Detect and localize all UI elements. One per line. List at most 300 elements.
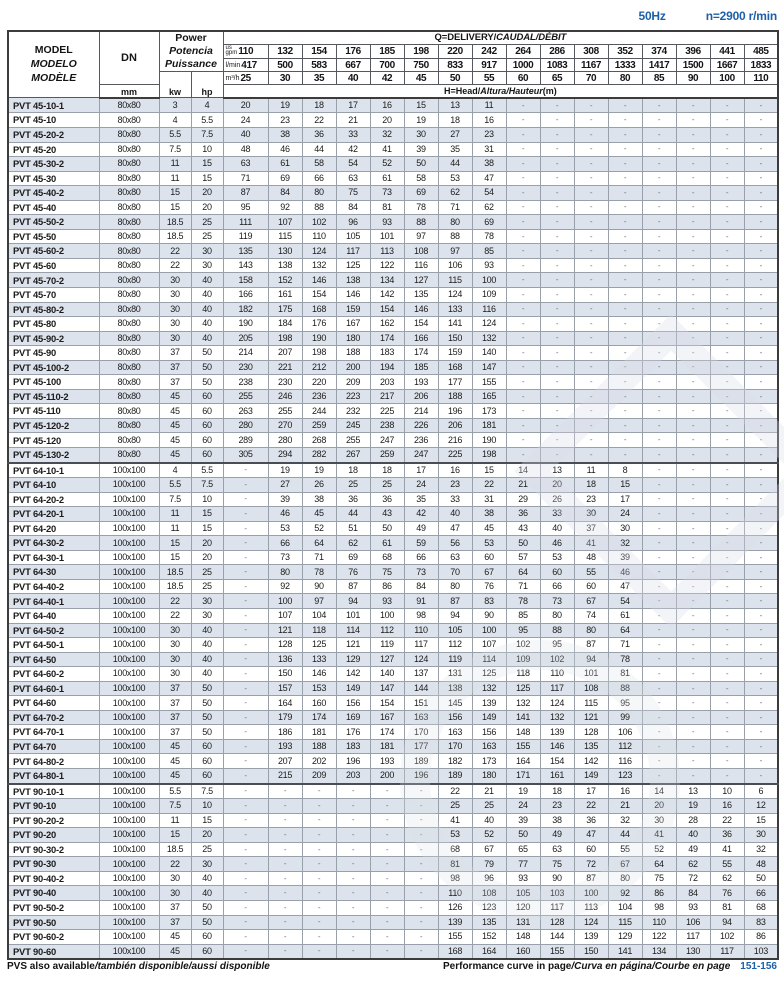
- head-value-cell: 47: [438, 521, 472, 536]
- head-value-cell: -: [608, 113, 642, 128]
- head-value-cell: -: [268, 930, 302, 945]
- dn-cell: 100x100: [99, 594, 159, 609]
- head-value-cell: -: [506, 244, 540, 259]
- head-value-cell: 54: [608, 594, 642, 609]
- head-value-cell: -: [608, 331, 642, 346]
- head-value-cell: -: [710, 258, 744, 273]
- dn-cell: 80x80: [99, 404, 159, 419]
- head-value-cell: 17: [336, 98, 370, 113]
- head-value-cell: 36: [574, 813, 608, 828]
- head-value-cell: 128: [574, 725, 608, 740]
- hp-cell: 50: [191, 360, 223, 375]
- model-header-en: MODEL: [34, 44, 73, 57]
- table-header: [8, 31, 778, 98]
- head-value-cell: 132: [472, 331, 506, 346]
- head-value-cell: -: [336, 944, 370, 959]
- head-value-cell: 15: [404, 98, 438, 113]
- head-value-cell: 206: [404, 389, 438, 404]
- head-value-cell: 134: [370, 273, 404, 288]
- head-value-cell: 121: [268, 623, 302, 638]
- head-value-cell: 146: [336, 287, 370, 302]
- head-value-cell: 64: [506, 565, 540, 580]
- frequency-label: 50Hz: [638, 9, 666, 23]
- head-value-cell: -: [710, 229, 744, 244]
- table-row: [8, 346, 778, 361]
- head-value-cell: 115: [608, 915, 642, 930]
- head-value-cell: 236: [302, 389, 336, 404]
- head-value-cell: -: [608, 215, 642, 230]
- table-row: [8, 200, 778, 215]
- head-value-cell: 95: [540, 638, 574, 653]
- table-row: [8, 331, 778, 346]
- head-value-cell: 193: [404, 375, 438, 390]
- head-value-cell: -: [744, 331, 778, 346]
- table-row: [8, 463, 778, 478]
- head-value-cell: -: [540, 404, 574, 419]
- m3h-unit-cell: [223, 72, 268, 85]
- hp-cell: 30: [191, 258, 223, 273]
- head-value-cell: -: [404, 944, 438, 959]
- head-value-cell: -: [642, 579, 676, 594]
- head-value-cell: 305: [223, 448, 268, 463]
- head-value-cell: 44: [336, 507, 370, 522]
- head-value-cell: 71: [223, 171, 268, 186]
- head-value-cell: -: [642, 696, 676, 711]
- head-value-cell: 97: [302, 594, 336, 609]
- model-cell: PVT 90-10-1: [8, 784, 99, 799]
- dn-cell: 100x100: [99, 638, 159, 653]
- head-value-cell: -: [642, 463, 676, 478]
- head-value-cell: -: [642, 536, 676, 551]
- head-value-cell: -: [268, 828, 302, 843]
- head-value-cell: 77: [506, 857, 540, 872]
- head-value-cell: -: [676, 98, 710, 113]
- head-value-cell: 23: [472, 127, 506, 142]
- head-value-cell: 149: [336, 681, 370, 696]
- head-value-cell: -: [506, 258, 540, 273]
- kw-cell: 15: [159, 186, 191, 201]
- head-value-cell: 263: [223, 404, 268, 419]
- usgpm-value: 220: [438, 44, 472, 58]
- head-value-cell: 41: [574, 536, 608, 551]
- head-value-cell: -: [506, 229, 540, 244]
- head-value-cell: 196: [438, 404, 472, 419]
- head-value-cell: 131: [438, 667, 472, 682]
- head-value-cell: -: [540, 375, 574, 390]
- head-value-cell: 94: [438, 609, 472, 624]
- head-value-cell: 132: [302, 258, 336, 273]
- head-value-cell: 36: [370, 492, 404, 507]
- head-value-cell: 93: [370, 594, 404, 609]
- head-value-cell: 236: [404, 433, 438, 448]
- head-value-cell: 104: [302, 609, 336, 624]
- head-value-cell: 84: [336, 200, 370, 215]
- head-value-cell: 47: [472, 171, 506, 186]
- head-value-cell: 124: [574, 915, 608, 930]
- head-value-cell: -: [642, 433, 676, 448]
- head-value-cell: -: [642, 594, 676, 609]
- power-header-es: Potencia: [169, 45, 213, 58]
- kw-cell: 37: [159, 696, 191, 711]
- hp-cell: 60: [191, 433, 223, 448]
- kw-cell: 18.5: [159, 565, 191, 580]
- head-value-cell: 140: [370, 667, 404, 682]
- head-value-cell: 129: [608, 930, 642, 945]
- head-value-cell: -: [336, 915, 370, 930]
- dn-cell: 100x100: [99, 667, 159, 682]
- head-value-cell: 72: [676, 871, 710, 886]
- head-value-cell: -: [676, 638, 710, 653]
- head-value-cell: -: [710, 98, 744, 113]
- m3h-value: 100: [710, 72, 744, 85]
- head-value-cell: -: [223, 623, 268, 638]
- head-value-cell: 164: [506, 754, 540, 769]
- head-label-en: H=Head/: [443, 86, 481, 97]
- hp-cell: 60: [191, 930, 223, 945]
- head-value-cell: 96: [336, 215, 370, 230]
- curve-note-en: Performance curve in page: [442, 961, 572, 972]
- head-value-cell: 119: [438, 652, 472, 667]
- dn-cell: 100x100: [99, 579, 159, 594]
- head-value-cell: -: [642, 317, 676, 332]
- hp-cell: 60: [191, 739, 223, 754]
- kw-cell: 30: [159, 317, 191, 332]
- head-value-cell: -: [642, 652, 676, 667]
- head-value-cell: -: [710, 696, 744, 711]
- head-value-cell: 128: [540, 915, 574, 930]
- dn-cell: 100x100: [99, 857, 159, 872]
- head-value-cell: 173: [472, 404, 506, 419]
- head-value-cell: -: [404, 813, 438, 828]
- head-value-cell: 151: [404, 696, 438, 711]
- head-value-cell: -: [223, 579, 268, 594]
- head-value-cell: 62: [438, 186, 472, 201]
- head-value-cell: 40: [472, 813, 506, 828]
- head-value-cell: -: [744, 638, 778, 653]
- head-value-cell: -: [540, 433, 574, 448]
- table-row: [8, 857, 778, 872]
- head-value-cell: 119: [370, 638, 404, 653]
- head-value-cell: 79: [472, 857, 506, 872]
- head-value-cell: -: [302, 784, 336, 799]
- head-value-cell: -: [223, 609, 268, 624]
- head-value-cell: -: [744, 287, 778, 302]
- kw-cell: 30: [159, 886, 191, 901]
- head-value-cell: 23: [540, 799, 574, 814]
- model-cell: PVT 90-30-2: [8, 842, 99, 857]
- head-value-cell: -: [676, 536, 710, 551]
- head-value-cell: 81: [370, 200, 404, 215]
- head-value-cell: 74: [574, 609, 608, 624]
- head-value-cell: -: [336, 784, 370, 799]
- head-value-cell: -: [642, 346, 676, 361]
- m3h-value: 85: [642, 72, 676, 85]
- head-value-cell: -: [506, 418, 540, 433]
- head-value-cell: 93: [370, 215, 404, 230]
- head-value-cell: 86: [642, 886, 676, 901]
- head-value-cell: -: [676, 113, 710, 128]
- head-value-cell: -: [710, 667, 744, 682]
- head-value-cell: -: [223, 828, 268, 843]
- head-value-cell: -: [710, 157, 744, 172]
- lmin-value: 417: [241, 59, 257, 71]
- head-value-cell: 162: [370, 317, 404, 332]
- dn-cell: 100x100: [99, 915, 159, 930]
- head-value-cell: 188: [336, 346, 370, 361]
- head-value-cell: -: [608, 375, 642, 390]
- lmin-value: 750: [404, 59, 438, 72]
- head-value-cell: 60: [472, 550, 506, 565]
- dn-cell: 100x100: [99, 521, 159, 536]
- head-value-cell: -: [744, 258, 778, 273]
- hp-cell: 60: [191, 448, 223, 463]
- head-value-cell: 59: [404, 536, 438, 551]
- table-row: [8, 842, 778, 857]
- head-row-label: [223, 85, 778, 98]
- head-value-cell: 207: [268, 346, 302, 361]
- head-value-cell: -: [540, 346, 574, 361]
- head-value-cell: 22: [472, 478, 506, 493]
- head-value-cell: -: [336, 828, 370, 843]
- head-value-cell: 105: [438, 623, 472, 638]
- head-value-cell: 91: [404, 594, 438, 609]
- head-value-cell: 80: [438, 579, 472, 594]
- head-value-cell: 22: [438, 784, 472, 799]
- m3h-value: 110: [744, 72, 778, 85]
- head-value-cell: 170: [404, 725, 438, 740]
- head-value-cell: 141: [506, 710, 540, 725]
- kw-cell: 37: [159, 360, 191, 375]
- head-value-cell: -: [223, 507, 268, 522]
- head-value-cell: -: [302, 915, 336, 930]
- head-value-cell: -: [574, 98, 608, 113]
- head-value-cell: 73: [540, 594, 574, 609]
- head-value-cell: -: [540, 98, 574, 113]
- head-value-cell: 214: [404, 404, 438, 419]
- hp-cell: 60: [191, 754, 223, 769]
- kw-cell: 45: [159, 739, 191, 754]
- head-value-cell: 86: [744, 930, 778, 945]
- model-cell: PVT 64-80-1: [8, 769, 99, 784]
- head-value-cell: -: [608, 98, 642, 113]
- head-value-cell: -: [744, 244, 778, 259]
- head-value-cell: 166: [404, 331, 438, 346]
- model-cell: PVT 45-10-1: [8, 98, 99, 113]
- head-value-cell: -: [710, 404, 744, 419]
- head-value-cell: -: [710, 360, 744, 375]
- head-value-cell: 185: [404, 360, 438, 375]
- hp-cell: 4: [191, 98, 223, 113]
- dn-cell: 100x100: [99, 754, 159, 769]
- head-value-cell: -: [642, 507, 676, 522]
- head-value-cell: 33: [540, 507, 574, 522]
- dn-cell: 100x100: [99, 710, 159, 725]
- head-value-cell: 180: [336, 331, 370, 346]
- head-value-cell: 19: [404, 113, 438, 128]
- kw-cell: 7.5: [159, 142, 191, 157]
- head-value-cell: -: [710, 565, 744, 580]
- head-value-cell: 27: [438, 127, 472, 142]
- kw-cell: 37: [159, 346, 191, 361]
- curve-note-esfr: /Curva en página/Courbe en page: [571, 961, 731, 972]
- head-value-cell: 245: [336, 418, 370, 433]
- m3h-value: 90: [676, 72, 710, 85]
- table-row: [8, 244, 778, 259]
- head-value-cell: -: [744, 594, 778, 609]
- dn-cell: 80x80: [99, 317, 159, 332]
- hp-cell: 50: [191, 725, 223, 740]
- table-row: [8, 681, 778, 696]
- speed-label: n=2900 r/min: [705, 9, 777, 23]
- head-value-cell: 84: [404, 579, 438, 594]
- head-value-cell: 111: [223, 215, 268, 230]
- head-value-cell: -: [642, 609, 676, 624]
- head-value-cell: -: [574, 157, 608, 172]
- head-value-cell: 116: [472, 302, 506, 317]
- head-value-cell: 48: [223, 142, 268, 157]
- head-value-cell: -: [574, 273, 608, 288]
- dn-column-header: DN: [99, 31, 159, 85]
- kw-cell: 45: [159, 754, 191, 769]
- head-value-cell: 19: [268, 98, 302, 113]
- table-row: [8, 375, 778, 390]
- head-value-cell: 60: [574, 579, 608, 594]
- model-cell: PVT 90-50-2: [8, 900, 99, 915]
- head-value-cell: 159: [336, 302, 370, 317]
- table-row: [8, 287, 778, 302]
- head-value-cell: -: [506, 186, 540, 201]
- head-value-cell: -: [223, 754, 268, 769]
- head-value-cell: -: [268, 915, 302, 930]
- kw-cell: 30: [159, 652, 191, 667]
- head-value-cell: -: [540, 215, 574, 230]
- hp-cell: 20: [191, 536, 223, 551]
- head-value-cell: 24: [223, 113, 268, 128]
- head-value-cell: -: [744, 418, 778, 433]
- head-value-cell: 64: [302, 536, 336, 551]
- head-value-cell: 93: [506, 871, 540, 886]
- head-value-cell: 171: [506, 769, 540, 784]
- head-value-cell: 206: [438, 418, 472, 433]
- head-value-cell: 32: [370, 127, 404, 142]
- head-value-cell: -: [302, 886, 336, 901]
- head-value-cell: 225: [370, 404, 404, 419]
- head-value-cell: 147: [472, 360, 506, 375]
- head-value-cell: 247: [404, 448, 438, 463]
- head-value-cell: 23: [268, 113, 302, 128]
- table-row: [8, 828, 778, 843]
- head-value-cell: 198: [472, 448, 506, 463]
- head-value-cell: 124: [540, 696, 574, 711]
- head-value-cell: -: [710, 375, 744, 390]
- head-value-cell: 116: [404, 258, 438, 273]
- head-value-cell: -: [574, 433, 608, 448]
- head-value-cell: 196: [404, 769, 438, 784]
- head-value-cell: -: [642, 769, 676, 784]
- head-value-cell: 54: [336, 157, 370, 172]
- kw-cell: 18.5: [159, 579, 191, 594]
- model-cell: PVT 45-80: [8, 317, 99, 332]
- head-value-cell: 38: [472, 507, 506, 522]
- head-value-cell: -: [370, 857, 404, 872]
- table-row: [8, 944, 778, 959]
- head-value-cell: -: [302, 930, 336, 945]
- model-cell: PVT 64-20-1: [8, 507, 99, 522]
- head-value-cell: -: [506, 331, 540, 346]
- head-value-cell: 30: [642, 813, 676, 828]
- head-value-cell: 220: [302, 375, 336, 390]
- head-value-cell: 149: [574, 769, 608, 784]
- table-row: [8, 886, 778, 901]
- head-value-cell: -: [676, 331, 710, 346]
- head-value-cell: 117: [336, 244, 370, 259]
- power-column-header: [159, 31, 223, 72]
- head-value-cell: 212: [302, 360, 336, 375]
- table-body: [8, 98, 778, 959]
- head-value-cell: 155: [438, 930, 472, 945]
- head-value-cell: 246: [268, 389, 302, 404]
- head-value-cell: -: [540, 157, 574, 172]
- table-row: [8, 609, 778, 624]
- head-value-cell: -: [676, 244, 710, 259]
- head-value-cell: 104: [608, 900, 642, 915]
- head-value-cell: -: [370, 944, 404, 959]
- head-value-cell: -: [302, 842, 336, 857]
- head-value-cell: -: [336, 930, 370, 945]
- head-value-cell: 30: [404, 127, 438, 142]
- head-value-cell: 78: [472, 229, 506, 244]
- table-row: [8, 667, 778, 682]
- head-value-cell: -: [223, 886, 268, 901]
- power-header-fr: Puissance: [165, 58, 217, 71]
- dn-cell: 80x80: [99, 302, 159, 317]
- table-row: [8, 536, 778, 551]
- table-row: [8, 157, 778, 172]
- head-value-cell: 163: [472, 739, 506, 754]
- head-value-cell: -: [744, 463, 778, 478]
- head-value-cell: 216: [438, 433, 472, 448]
- m3h-value: 35: [302, 72, 336, 85]
- head-value-cell: 238: [223, 375, 268, 390]
- usgpm-value: 264: [506, 44, 540, 58]
- head-value-cell: 280: [223, 418, 268, 433]
- head-value-cell: 226: [404, 418, 438, 433]
- head-value-cell: -: [744, 696, 778, 711]
- head-value-cell: 289: [223, 433, 268, 448]
- head-value-cell: 86: [370, 579, 404, 594]
- head-value-cell: 163: [404, 710, 438, 725]
- head-value-cell: -: [676, 579, 710, 594]
- table-row: [8, 550, 778, 565]
- head-value-cell: -: [744, 375, 778, 390]
- head-value-cell: 69: [268, 171, 302, 186]
- head-value-cell: -: [642, 244, 676, 259]
- head-value-cell: 144: [404, 681, 438, 696]
- head-value-cell: 76: [710, 886, 744, 901]
- head-value-cell: 49: [404, 521, 438, 536]
- head-value-cell: 110: [302, 229, 336, 244]
- head-value-cell: -: [404, 799, 438, 814]
- head-value-cell: 129: [336, 652, 370, 667]
- dn-cell: 80x80: [99, 244, 159, 259]
- head-value-cell: 113: [574, 900, 608, 915]
- head-value-cell: -: [404, 784, 438, 799]
- head-value-cell: -: [574, 317, 608, 332]
- head-value-cell: -: [744, 389, 778, 404]
- usgpm-unit-cell: [223, 44, 268, 58]
- model-cell: PVT 64-40: [8, 609, 99, 624]
- table-row: [8, 492, 778, 507]
